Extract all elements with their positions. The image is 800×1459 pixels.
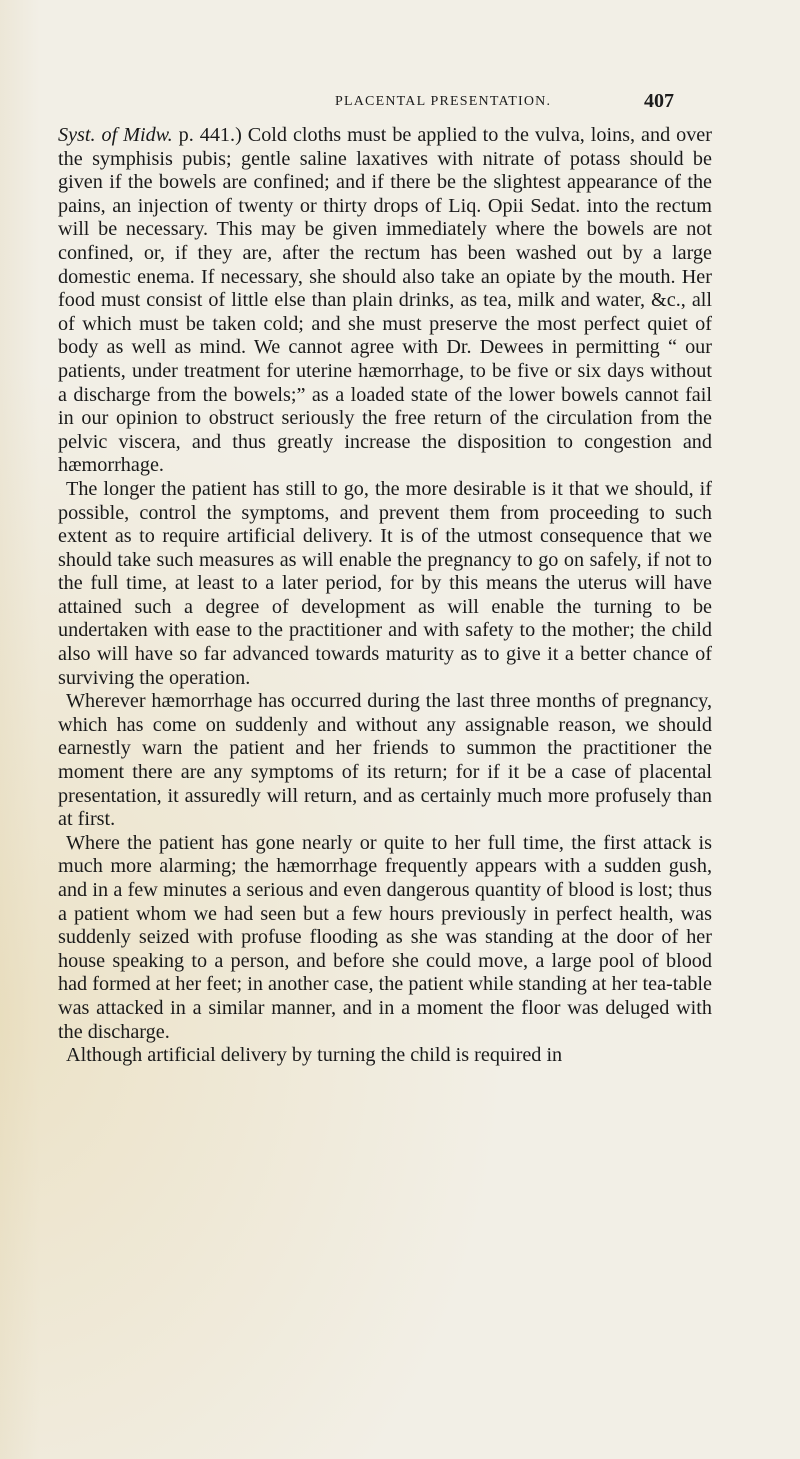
paragraph-4: Where the patient has gone nearly or quite to her full time, the first attack is much more alarming; the hæmorrhage frequently appears with a sudden gush, and in a few minutes a serious and even dangerous quantity of blood is lost; thus a patient whom we had seen but a few hours previously in perfect health, was suddenly seized with profuse flooding as she was standing at the door of her house speaking to a person, and before she could move, a large pool of blood had formed at her feet; in another case, the patient while standing at her tea-table was attacked in a similar manner, and in a moment the floor was deluged with the discharge. <box>58 831 712 1043</box>
paragraph-5: Although artificial delivery by turning the child is required in <box>66 1044 563 1067</box>
body-text <box>58 124 712 1068</box>
paragraph-1-text: p. 441.) Cold cloths must be applied to the vulva, loins, and over the symphisis pubis; gentle saline laxatives with nitrate of potass should be given if the bowels are confined; and if there be the slightest appearance of the pains, an injection of twenty or thirty drops of Liq. Opii Sedat. into the rectum will be necessary. This may be given immediately where the bowels are not confined, or, if they are, after the rectum has been washed out by a large domestic enema. If necessary, she should also take an opiate by the mouth. Her food must consist of little else than plain drinks, as tea, milk and water, &c., all of which must be taken cold; and she must preserve the most perfect quiet of body as well as mind. We cannot agree with Dr. Dewees in permitting “ our patients, under treatment for uterine hæmorrhage, to be five or six days without a discharge from the bowels;” as a loaded state of the lower bowels cannot fail in our opinion to obstruct seriously the free return of the circulation from the pelvic viscera, and thus greatly increase the disposition to congestion and hæmorrhage. <box>58 124 712 477</box>
page-number: 407 <box>644 90 674 112</box>
paragraph-1 <box>58 124 712 478</box>
page-header <box>0 92 800 122</box>
paragraph-2: The longer the patient has still to go, the more desirable is it that we should, if possible, control the symptoms, and prevent them from proceeding to such extent as to require artificial delivery. It is of the utmost consequence that we should take such measures as will enable the pregnancy to go on safely, if not to the full time, at least to a later period, for by this means the uterus will have attained such a degree of development as will enable the turning to be undertaken with ease to the practitioner and with safety to the mother; the child also will have so far advanced towards maturity as to give it a better chance of surviving the operation. <box>58 477 712 689</box>
running-title: PLACENTAL PRESENTATION. <box>335 94 552 109</box>
citation-italic: Syst. of Midw. <box>58 124 173 146</box>
paragraph-3: Wherever hæmorrhage has occurred during the last three months of pregnancy, which has come on suddenly and without any assignable reason, we should earnestly warn the patient and her friends to summon the practitioner the moment there are any symptoms of its return; for if it be a case of placental presentation, it assuredly will return, and as certainly much more profusely than at first. <box>58 690 712 831</box>
